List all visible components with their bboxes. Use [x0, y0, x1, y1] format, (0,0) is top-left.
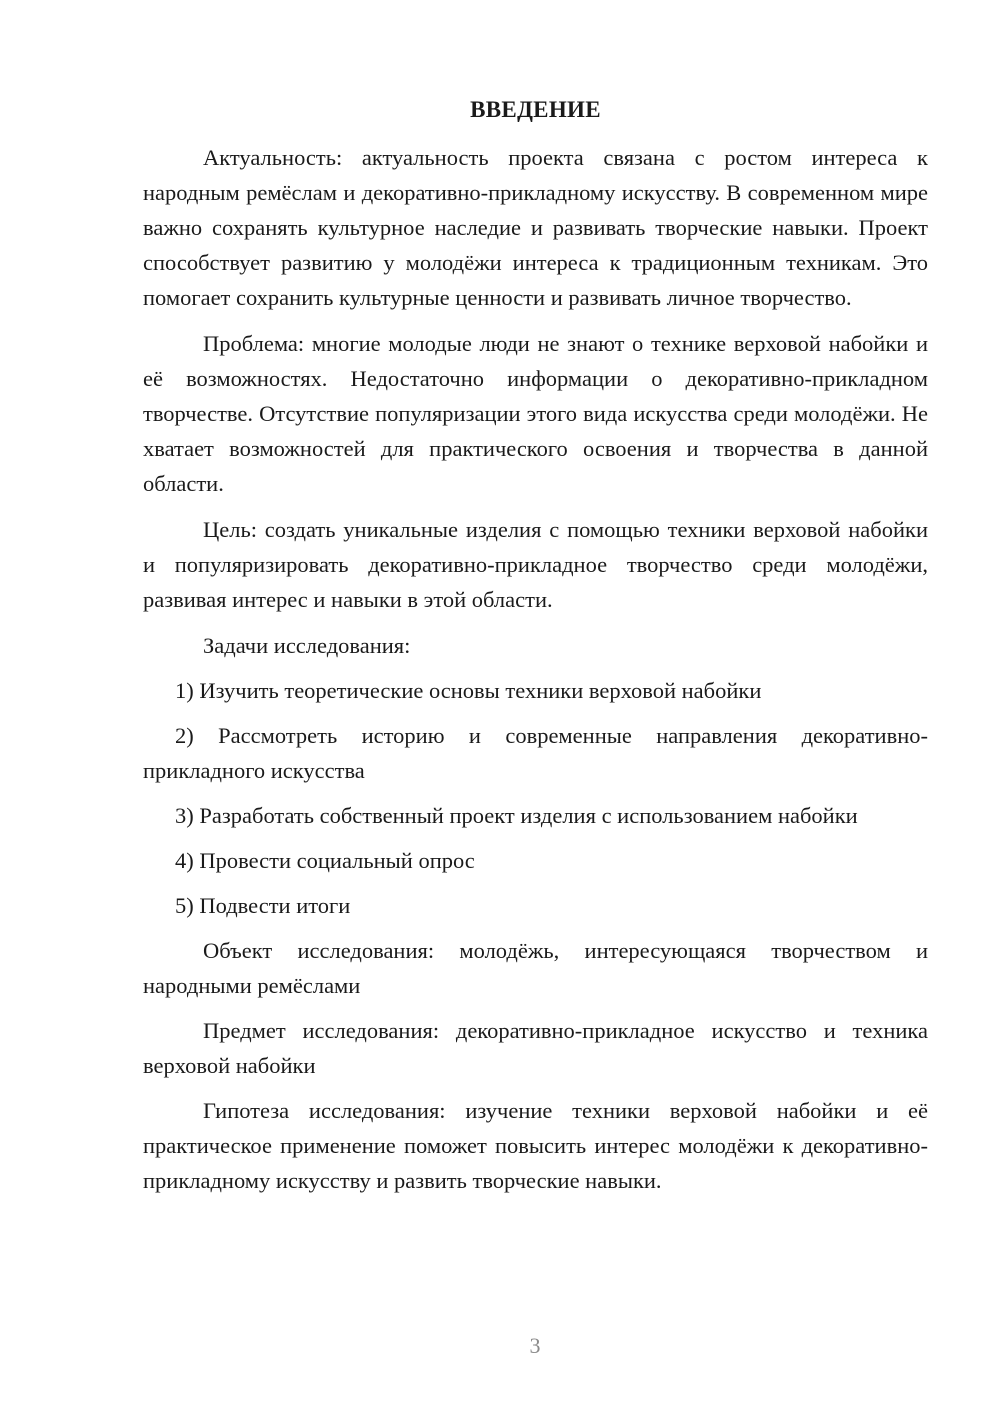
task-item-4: 4) Провести социальный опрос — [175, 848, 475, 873]
hypothesis-paragraph: Гипотеза исследования: изучение техники верховой набойки и её практическое применение поможет повысить интерес молодёжи к декоративно-прикладному искусству и развить творческие навыки. — [143, 1098, 928, 1193]
task-item-2: 2) Рассмотреть историю и современные направления декоративно-прикладного искусства — [143, 723, 928, 783]
problem-paragraph: Проблема: многие молодые люди не знают о технике верховой набойки и её возможностях. Недостаточно информации о декоративно-прикладном творчестве. Отсутствие популяризации этого вида искусства среди молодёжи. Не хватает возможностей для практического освоения и творчества в данной области. — [143, 331, 928, 496]
subject-paragraph: Предмет исследования: декоративно-прикладное искусство и техника верховой набойки — [143, 1018, 928, 1078]
document-page — [143, 92, 928, 1198]
task-item-1: 1) Изучить теоретические основы техники верховой набойки — [175, 678, 762, 703]
tasks-title: Задачи исследования: — [203, 633, 411, 658]
object-paragraph: Объект исследования: молодёжь, интересующаяся творчеством и народными ремёслами — [143, 938, 928, 998]
goal-paragraph: Цель: создать уникальные изделия с помощью техники верховой набойки и популяризировать декоративно-прикладное творчество среди молодёжи, развивая интерес и навыки в этой области. — [143, 517, 928, 612]
page-number: 3 — [529, 1333, 541, 1358]
task-item-3: 3) Разработать собственный проект изделия с использованием набойки — [175, 803, 858, 828]
page-title: ВВЕДЕНИЕ — [470, 97, 601, 122]
relevance-paragraph: Актуальность: актуальность проекта связана с ростом интереса к народным ремёслам и декоративно-прикладному искусству. В современном мире важно сохранять культурное наследие и развивать творческие навыки. Проект способствует развитию у молодёжи интереса к традиционным техникам. Это помогает сохранить культурные ценности и развивать личное творчество. — [143, 145, 928, 310]
task-item-5: 5) Подвести итоги — [175, 893, 351, 918]
